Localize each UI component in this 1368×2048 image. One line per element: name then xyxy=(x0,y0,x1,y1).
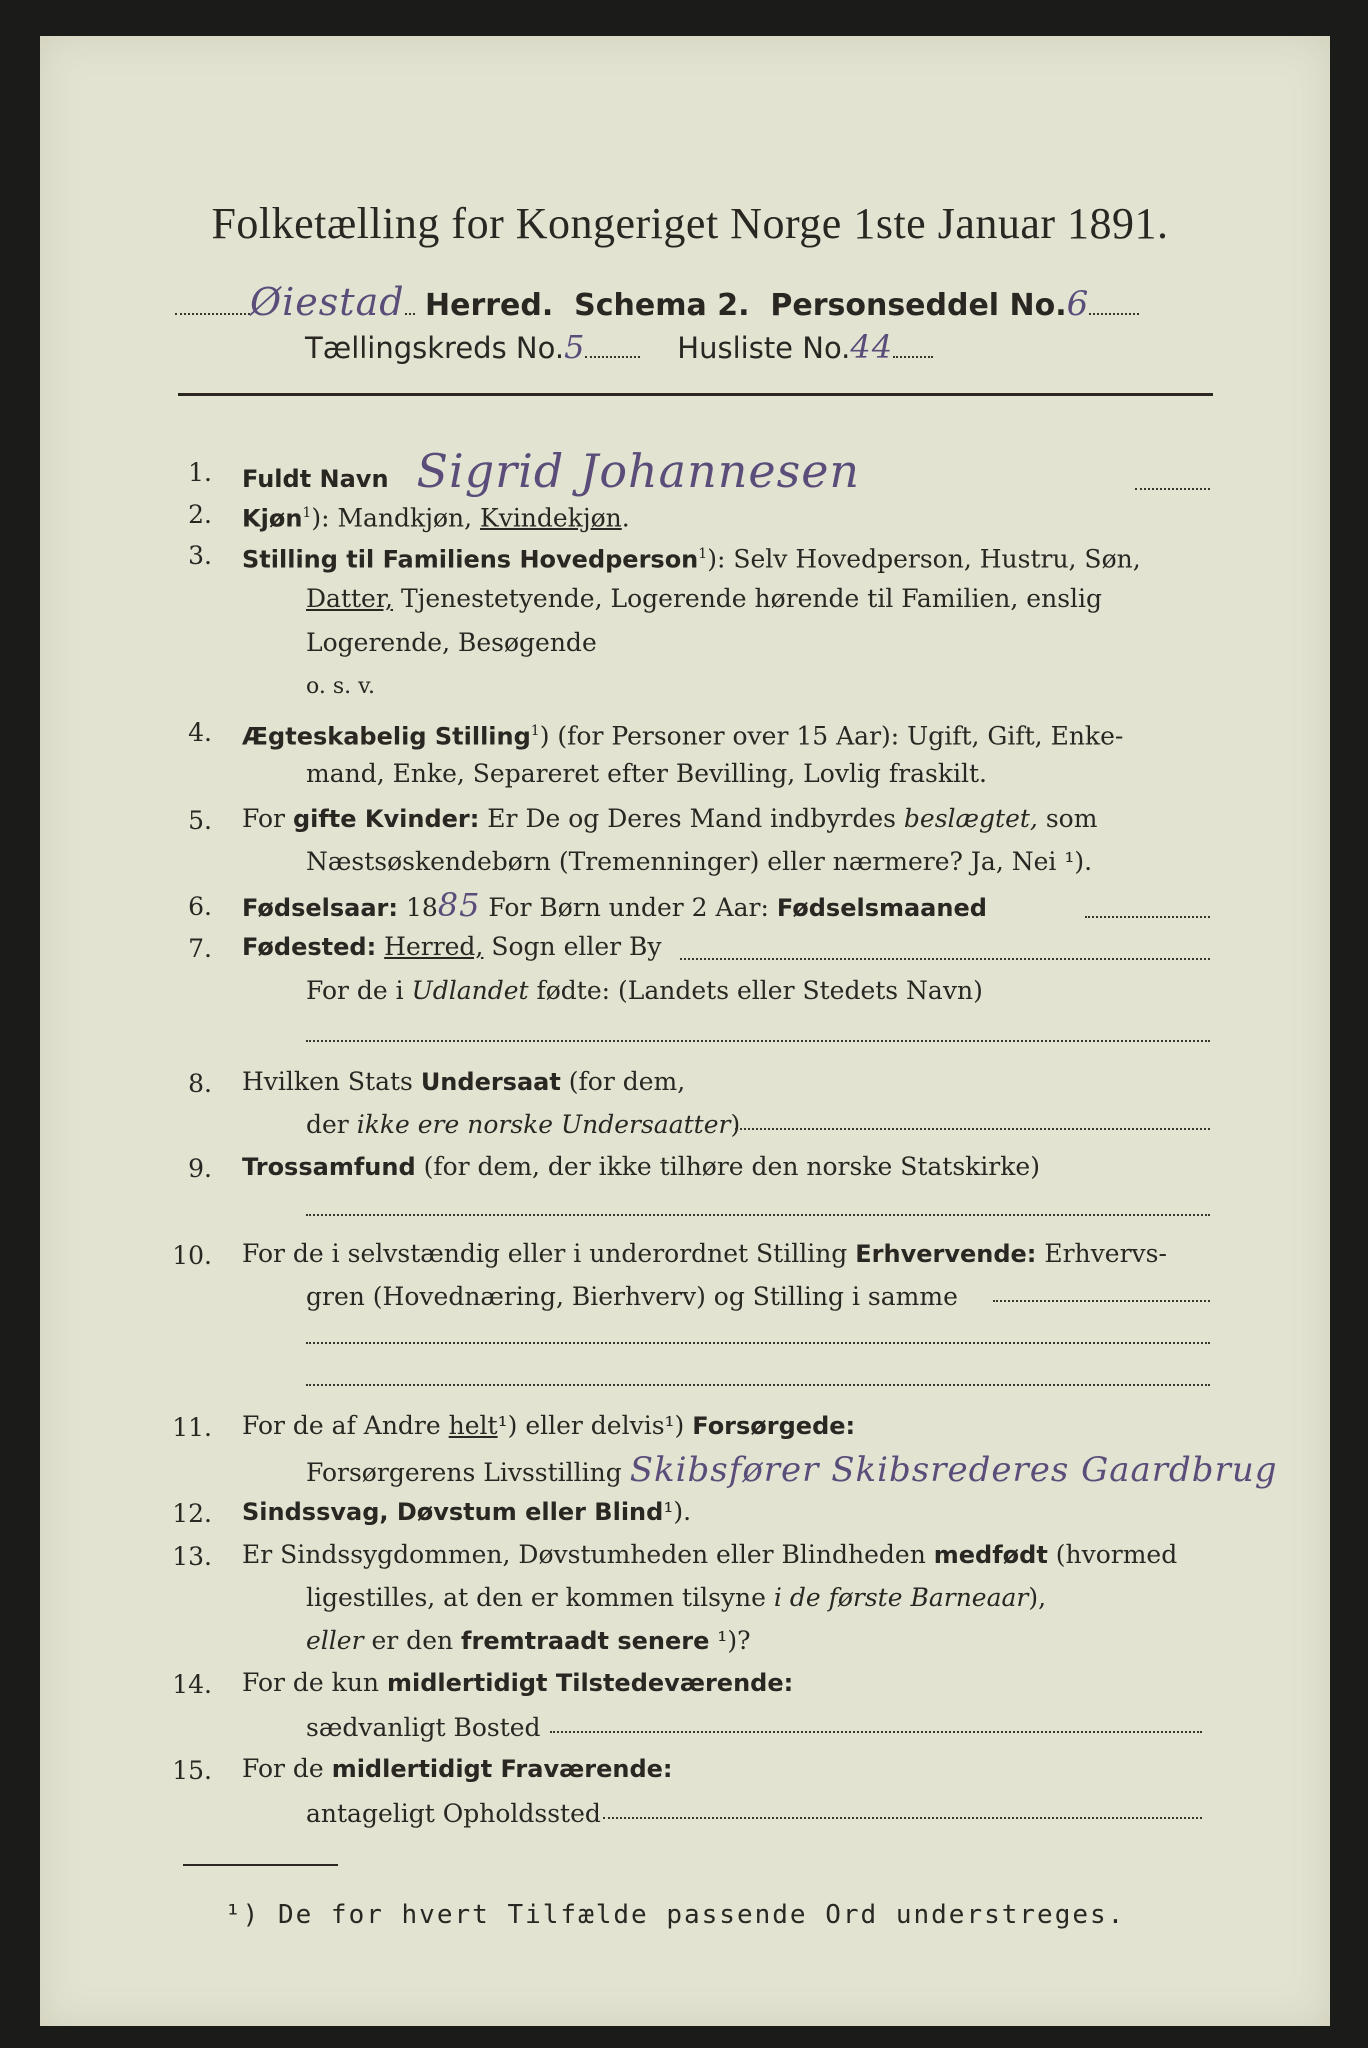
schema-label: Schema 2. xyxy=(574,288,750,323)
kreds-line xyxy=(305,328,933,368)
q3-selected-datter: Datter, xyxy=(306,584,393,613)
q5-number: 5. xyxy=(188,806,212,835)
herred-label: Herred. xyxy=(425,288,554,323)
q7-number: 7. xyxy=(188,934,212,963)
personseddel-value: 6 xyxy=(1066,284,1090,324)
q7-selected-herred: Herred, xyxy=(384,932,484,961)
q8-number: 8. xyxy=(188,1069,212,1098)
footnote-divider xyxy=(183,1864,338,1866)
q2-line: Kjøn$^1$): Mandkjøn, Kvindekjøn. xyxy=(242,503,630,533)
husliste-value: 44 xyxy=(850,328,894,366)
personseddel-label: Personseddel No. xyxy=(770,288,1067,323)
q2-number: 2. xyxy=(188,500,212,529)
q1-number: 1. xyxy=(188,458,212,487)
header-divider xyxy=(178,393,1213,396)
q11-selected-helt: helt xyxy=(448,1411,498,1440)
q3-number: 3. xyxy=(188,541,212,570)
q4-number: 4. xyxy=(188,718,212,747)
q11-provider-value: Skibsfører Skibsrederes Gaardbrug xyxy=(629,1450,1278,1490)
q2-selected-kvindekjon: Kvindekjøn xyxy=(480,503,622,533)
form-title: Folketælling for Kongeriget Norge 1ste Januar 1891. xyxy=(211,199,1169,248)
q1-label: Fuldt Navn xyxy=(242,465,389,493)
q6-birth-year-value: 85 xyxy=(437,886,481,924)
q13-number: 13. xyxy=(172,1542,212,1571)
kreds-value: 5 xyxy=(564,328,586,366)
q14-number: 14. xyxy=(172,1670,212,1699)
q11-number: 11. xyxy=(172,1413,212,1442)
q6-number: 6. xyxy=(188,892,212,921)
q10-number: 10. xyxy=(172,1241,212,1270)
q9-number: 9. xyxy=(188,1154,212,1183)
herred-value: Øiestad xyxy=(250,280,405,324)
footnote: ¹) De for hvert Tilfælde passende Ord understreges. xyxy=(225,1900,1126,1930)
husliste-label: Husliste No. xyxy=(677,331,851,365)
q12-number: 12. xyxy=(172,1499,212,1528)
herred-line xyxy=(175,280,1225,324)
q15-number: 15. xyxy=(172,1756,212,1785)
kreds-label: Tællingskreds No. xyxy=(305,331,565,365)
q1-name-value: Sigrid Johannesen xyxy=(416,444,861,498)
